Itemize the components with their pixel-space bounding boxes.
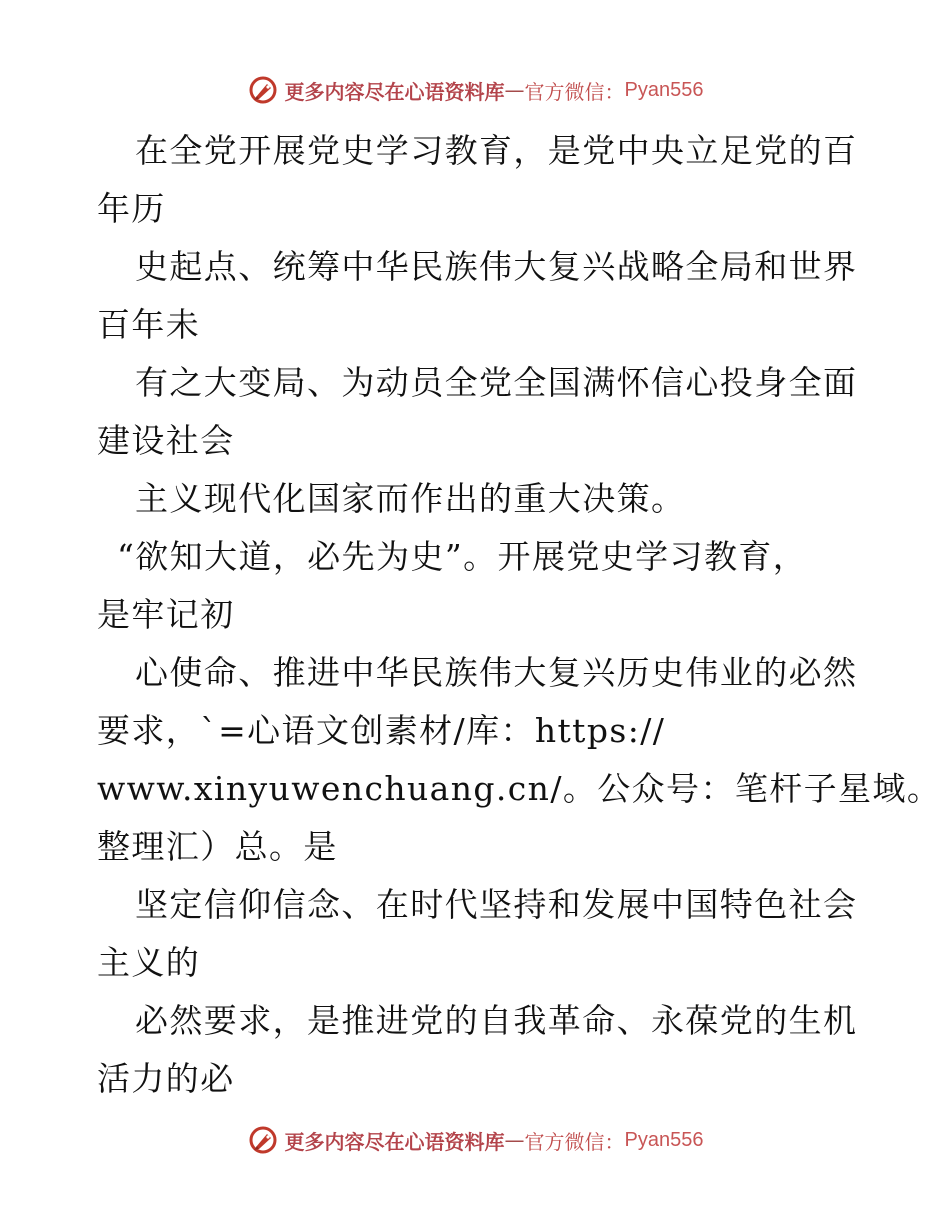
- text-line: “欲知大道，必先为史”。开展党史学习教育，: [117, 537, 808, 576]
- watermark-site-text: 更多内容尽在心语资料库: [284, 79, 505, 104]
- text-line: www.xinyuwenchuang.cn/。公众号：笔杆子星域。: [97, 769, 942, 808]
- text-line: 要求，`=心语文创素材/库：https://: [97, 711, 666, 750]
- text-line: 年历: [97, 189, 166, 228]
- document-body: [97, 122, 942, 1108]
- watermark-site-text: 更多内容尽在心语资料库: [284, 1129, 505, 1154]
- text-line: 史起点、统筹中华民族伟大复兴战略全局和世界: [135, 247, 858, 286]
- pen-nib-logo-icon: [247, 74, 279, 106]
- text-line: 活力的必: [97, 1059, 235, 1098]
- text-line: 主义现代化国家而作出的重大决策。: [135, 479, 686, 518]
- text-line: 心使命、推进中华民族伟大复兴历史伟业的必然: [135, 653, 858, 692]
- text-line: 必然要求，是推进党的自我革命、永葆党的生机: [135, 1001, 858, 1040]
- text-line: 有之大变局、为动员全党全国满怀信心投身全面: [135, 363, 858, 402]
- text-line: 主义的: [97, 943, 201, 982]
- watermark-wechat-label: 官方微信：: [524, 79, 625, 104]
- watermark-footer: [0, 1120, 950, 1160]
- text-line: 建设社会: [97, 421, 235, 460]
- watermark-header: [0, 70, 950, 110]
- text-line: 百年未: [97, 305, 201, 344]
- pen-nib-logo-icon: [247, 1124, 279, 1156]
- text-line: 坚定信仰信念、在时代坚持和发展中国特色社会: [135, 885, 858, 924]
- watermark-dash: —: [504, 1128, 525, 1152]
- text-line: 整理汇）总。是: [97, 827, 338, 866]
- text-line: 在全党开展党史学习教育，是党中央立足党的百: [135, 131, 858, 170]
- watermark-wechat-id: Pyan556: [624, 1128, 704, 1151]
- watermark-wechat-id: Pyan556: [624, 78, 704, 101]
- text-line: 是牢记初: [97, 595, 235, 634]
- watermark-wechat-label: 官方微信：: [524, 1129, 625, 1154]
- watermark-dash: —: [504, 78, 525, 102]
